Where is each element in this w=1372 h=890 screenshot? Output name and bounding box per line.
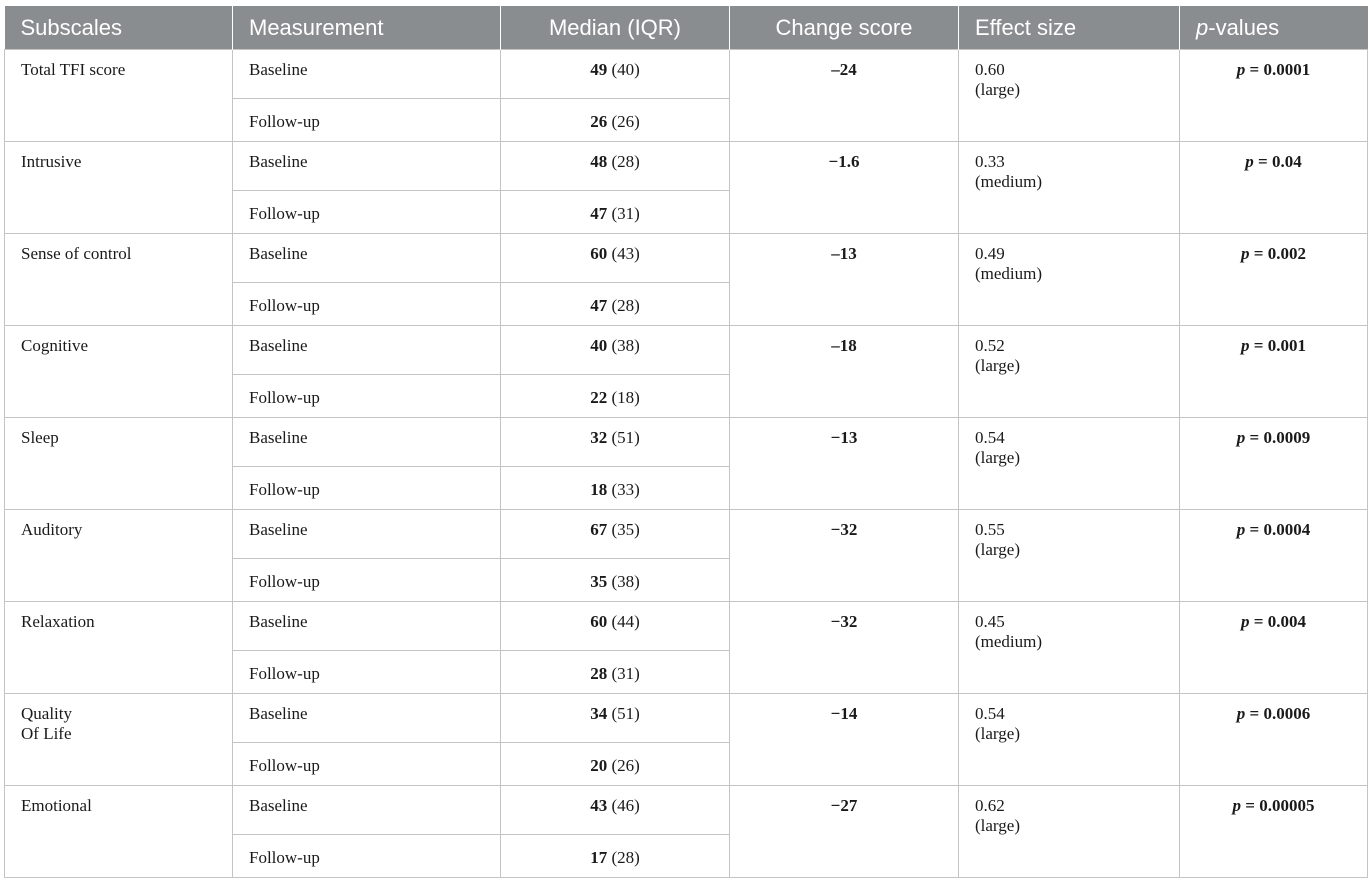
p-value-cell: p = 0.0004	[1180, 510, 1368, 602]
median-cell: 18 (33)	[501, 467, 730, 510]
measurement-cell: Baseline	[233, 786, 501, 835]
table-row	[5, 50, 1368, 99]
measurement-cell: Baseline	[233, 694, 501, 743]
table-header	[5, 6, 1368, 50]
p-value-cell: p = 0.04	[1180, 142, 1368, 234]
header-p-values: p-values	[1180, 6, 1368, 50]
median-cell: 60 (43)	[501, 234, 730, 283]
header-measurement: Measurement	[233, 6, 501, 50]
effect-size-cell: 0.62 (large)	[959, 786, 1180, 878]
change-score-cell: −32	[730, 510, 959, 602]
table-row	[5, 510, 1368, 559]
subscale-cell: Relaxation	[5, 602, 233, 694]
subscale-cell: Quality Of Life	[5, 694, 233, 786]
change-score-cell: –24	[730, 50, 959, 142]
change-score-cell: –13	[730, 234, 959, 326]
header-effect-size: Effect size	[959, 6, 1180, 50]
table-row	[5, 234, 1368, 283]
change-score-cell: −13	[730, 418, 959, 510]
median-cell: 26 (26)	[501, 99, 730, 142]
median-cell: 34 (51)	[501, 694, 730, 743]
change-score-cell: −27	[730, 786, 959, 878]
median-cell: 47 (31)	[501, 191, 730, 234]
subscale-cell: Sense of control	[5, 234, 233, 326]
measurement-cell: Baseline	[233, 418, 501, 467]
median-cell: 20 (26)	[501, 743, 730, 786]
table-row	[5, 418, 1368, 467]
median-cell: 48 (28)	[501, 142, 730, 191]
effect-size-cell: 0.54 (large)	[959, 418, 1180, 510]
table-row	[5, 694, 1368, 743]
measurement-cell: Follow-up	[233, 651, 501, 694]
effect-size-cell: 0.54 (large)	[959, 694, 1180, 786]
header-subscales: Subscales	[5, 6, 233, 50]
table-row	[5, 602, 1368, 651]
effect-size-cell: 0.49 (medium)	[959, 234, 1180, 326]
median-cell: 60 (44)	[501, 602, 730, 651]
subscale-cell: Auditory	[5, 510, 233, 602]
results-table	[4, 6, 1368, 878]
median-cell: 47 (28)	[501, 283, 730, 326]
effect-size-cell: 0.45 (medium)	[959, 602, 1180, 694]
median-cell: 22 (18)	[501, 375, 730, 418]
measurement-cell: Follow-up	[233, 743, 501, 786]
measurement-cell: Baseline	[233, 326, 501, 375]
p-value-cell: p = 0.004	[1180, 602, 1368, 694]
change-score-cell: −1.6	[730, 142, 959, 234]
header-median: Median (IQR)	[501, 6, 730, 50]
change-score-cell: −32	[730, 602, 959, 694]
subscale-cell: Cognitive	[5, 326, 233, 418]
measurement-cell: Follow-up	[233, 375, 501, 418]
subscale-cell: Emotional	[5, 786, 233, 878]
measurement-cell: Follow-up	[233, 283, 501, 326]
table-row	[5, 786, 1368, 835]
effect-size-cell: 0.52 (large)	[959, 326, 1180, 418]
p-value-cell: p = 0.00005	[1180, 786, 1368, 878]
measurement-cell: Follow-up	[233, 191, 501, 234]
subscale-cell: Sleep	[5, 418, 233, 510]
measurement-cell: Baseline	[233, 142, 501, 191]
median-cell: 40 (38)	[501, 326, 730, 375]
median-cell: 35 (38)	[501, 559, 730, 602]
p-value-cell: p = 0.0009	[1180, 418, 1368, 510]
median-cell: 67 (35)	[501, 510, 730, 559]
p-value-cell: p = 0.001	[1180, 326, 1368, 418]
change-score-cell: –18	[730, 326, 959, 418]
effect-size-cell: 0.60 (large)	[959, 50, 1180, 142]
median-cell: 17 (28)	[501, 835, 730, 878]
p-value-cell: p = 0.0001	[1180, 50, 1368, 142]
table-row	[5, 326, 1368, 375]
measurement-cell: Follow-up	[233, 99, 501, 142]
measurement-cell: Baseline	[233, 234, 501, 283]
measurement-cell: Baseline	[233, 602, 501, 651]
subscale-cell: Total TFI score	[5, 50, 233, 142]
measurement-cell: Follow-up	[233, 835, 501, 878]
change-score-cell: −14	[730, 694, 959, 786]
measurement-cell: Follow-up	[233, 559, 501, 602]
table-row	[5, 142, 1368, 191]
measurement-cell: Baseline	[233, 510, 501, 559]
p-value-cell: p = 0.002	[1180, 234, 1368, 326]
header-change-score: Change score	[730, 6, 959, 50]
median-cell: 32 (51)	[501, 418, 730, 467]
subscale-cell: Intrusive	[5, 142, 233, 234]
effect-size-cell: 0.33 (medium)	[959, 142, 1180, 234]
median-cell: 43 (46)	[501, 786, 730, 835]
effect-size-cell: 0.55 (large)	[959, 510, 1180, 602]
table-body	[5, 50, 1368, 878]
median-cell: 49 (40)	[501, 50, 730, 99]
median-cell: 28 (31)	[501, 651, 730, 694]
measurement-cell: Follow-up	[233, 467, 501, 510]
p-value-cell: p = 0.0006	[1180, 694, 1368, 786]
measurement-cell: Baseline	[233, 50, 501, 99]
